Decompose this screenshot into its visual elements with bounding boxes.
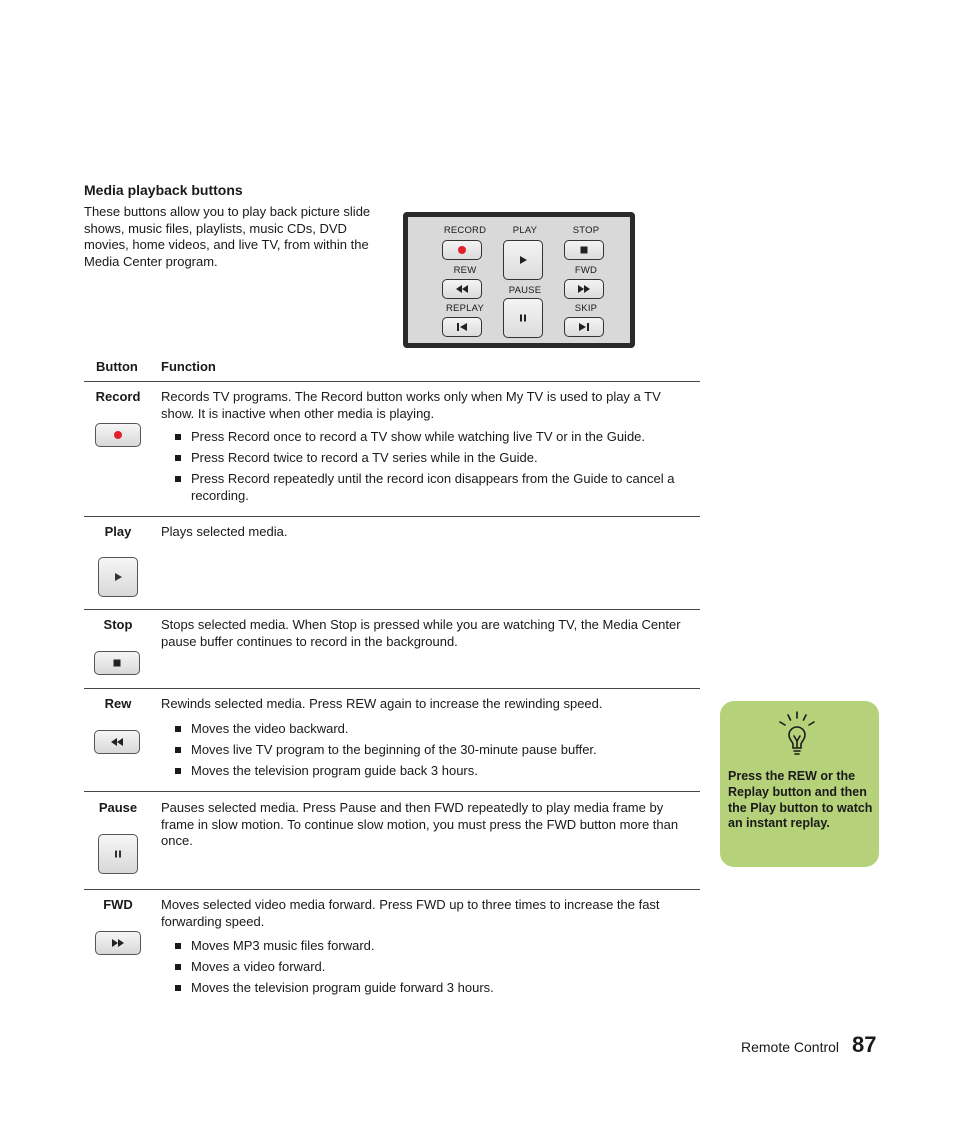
column-header-button: Button	[96, 359, 138, 374]
record-icon	[457, 245, 467, 255]
replay-icon	[456, 322, 468, 332]
row-name-rew: Rew	[104, 696, 132, 711]
lightbulb-icon	[774, 710, 820, 758]
row-description-rew: Rewinds selected media. Press REW again to increase the rewinding speed.	[161, 696, 603, 711]
fwd-button-image	[95, 931, 141, 955]
stop-icon	[579, 245, 589, 255]
pause-icon	[113, 849, 123, 859]
row-description-pause: Pauses selected media. Press Pause and then FWD repeatedly to play media frame by frame in slow motion. To continue slow motion, you must press the FWD button more than once.	[161, 800, 679, 848]
list-item: Moves the television program guide forward 3 hours.	[175, 980, 690, 997]
remote-label-skip: SKIP	[574, 303, 598, 314]
fast-forward-icon	[577, 284, 591, 294]
table-divider	[84, 381, 700, 382]
list-item: Press Record twice to record a TV series while in the Guide.	[175, 450, 690, 467]
table-divider	[84, 791, 700, 792]
table-divider	[84, 516, 700, 517]
footer-section-label: Remote Control	[741, 1039, 840, 1055]
remote-record-button	[442, 240, 482, 260]
row-name-stop: Stop	[103, 617, 133, 632]
rewind-icon	[110, 737, 124, 747]
bullet-list-record	[175, 429, 690, 509]
row-description-fwd: Moves selected video media forward. Press FWD up to three times to increase the fast forwarding speed.	[161, 897, 660, 929]
section-title: Media playback buttons	[84, 182, 243, 198]
play-icon	[518, 255, 528, 265]
play-icon	[113, 572, 123, 582]
list-item: Press Record repeatedly until the record icon disappears from the Guide to cancel a recording.	[175, 471, 690, 504]
remote-replay-button	[442, 317, 482, 337]
remote-pause-button	[503, 298, 543, 338]
stop-icon	[112, 658, 122, 668]
row-name-fwd: FWD	[103, 897, 133, 912]
row-name-play: Play	[104, 524, 132, 539]
remote-rew-button	[442, 279, 482, 299]
rew-button-image	[94, 730, 140, 754]
remote-label-stop: STOP	[572, 225, 600, 236]
list-item: Moves the video backward.	[175, 721, 690, 738]
bullet-list-rew	[175, 721, 690, 784]
section-intro: These buttons allow you to play back picture slide shows, music files, playlists, music CDs, DVD movies, home videos, and live TV, from within the Media Center program.	[84, 204, 371, 269]
table-divider	[84, 889, 700, 890]
remote-play-button	[503, 240, 543, 280]
remote-control-illustration	[403, 212, 635, 348]
row-description-record: Records TV programs. The Record button works only when My TV is used to play a TV show. It is inactive when other media is playing.	[161, 389, 661, 421]
remote-stop-button	[564, 240, 604, 260]
table-divider	[84, 688, 700, 689]
record-button-image	[95, 423, 141, 447]
page-number: 87	[852, 1032, 877, 1057]
remote-label-rew: REW	[453, 265, 477, 276]
remote-label-replay: REPLAY	[446, 303, 484, 314]
record-icon	[113, 430, 123, 440]
list-item: Moves MP3 music files forward.	[175, 938, 690, 955]
tip-text: Press the REW or the Replay button and then the Play button to watch an instant replay.	[728, 769, 873, 831]
row-description-play: Plays selected media.	[161, 524, 288, 539]
bullet-list-fwd	[175, 938, 690, 1001]
stop-button-image	[94, 651, 140, 675]
column-header-function: Function	[161, 359, 216, 374]
remote-fwd-button	[564, 279, 604, 299]
remote-label-play: PLAY	[512, 225, 538, 236]
fast-forward-icon	[111, 938, 125, 948]
list-item: Moves live TV program to the beginning of the 30-minute pause buffer.	[175, 742, 690, 759]
remote-label-pause: PAUSE	[508, 285, 542, 296]
pause-icon	[518, 313, 528, 323]
row-description-stop: Stops selected media. When Stop is pressed while you are watching TV, the Media Center pause buffer continues to record in the background.	[161, 617, 681, 649]
list-item: Press Record once to record a TV show while watching live TV or in the Guide.	[175, 429, 690, 446]
rewind-icon	[455, 284, 469, 294]
list-item: Moves the television program guide back 3 hours.	[175, 763, 690, 780]
remote-label-fwd: FWD	[574, 265, 598, 276]
remote-label-record: RECORD	[443, 225, 487, 236]
pause-button-image	[98, 834, 138, 874]
tip-box	[720, 701, 879, 867]
row-name-record: Record	[95, 389, 141, 404]
remote-skip-button	[564, 317, 604, 337]
table-divider	[84, 609, 700, 610]
skip-icon	[578, 322, 590, 332]
play-button-image	[98, 557, 138, 597]
list-item: Moves a video forward.	[175, 959, 690, 976]
row-name-pause: Pause	[98, 800, 138, 815]
